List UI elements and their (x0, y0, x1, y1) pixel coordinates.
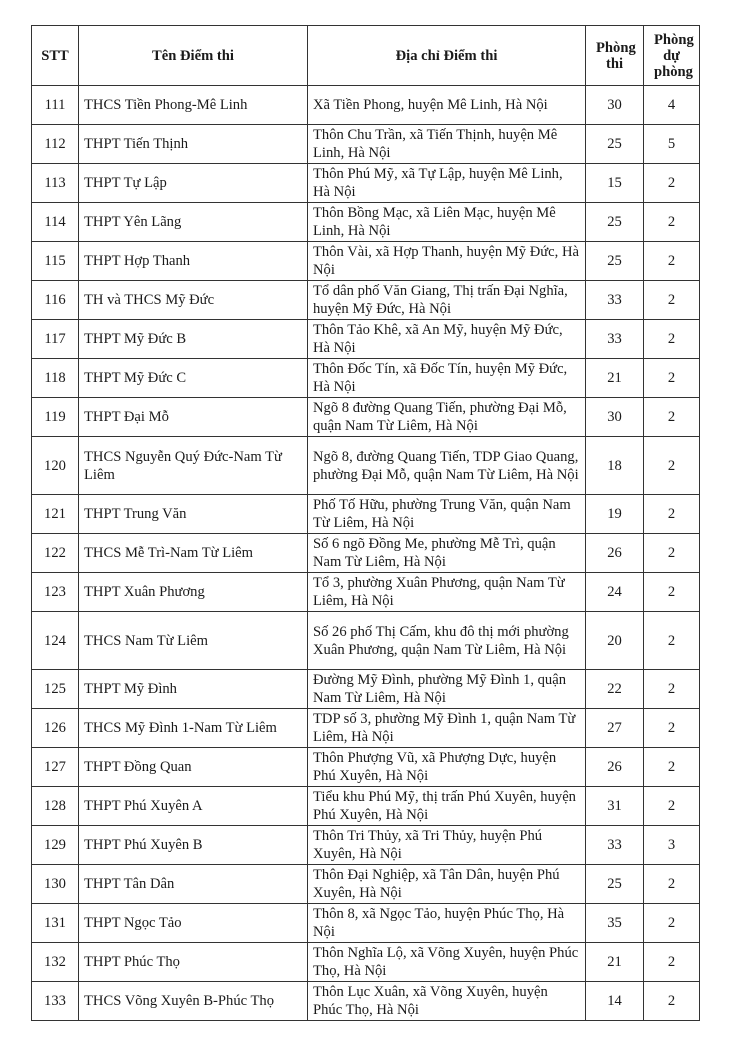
table-row (32, 826, 700, 865)
row-reserve-rooms-cell: 2 (644, 670, 700, 709)
row-site-address-cell: Đường Mỹ Đình, phường Mỹ Đình 1, quận Nam Từ Liêm, Hà Nội (308, 670, 586, 709)
row-site-name-cell: THCS Võng Xuyên B-Phúc Thọ (79, 982, 308, 1021)
row-stt-cell: 128 (32, 787, 79, 826)
table-row (32, 865, 700, 904)
row-reserve-rooms-cell: 2 (644, 787, 700, 826)
table-row (32, 534, 700, 573)
row-stt-cell: 113 (32, 164, 79, 203)
row-exam-rooms-cell: 35 (586, 904, 644, 943)
row-exam-rooms-cell: 27 (586, 709, 644, 748)
table-row (32, 242, 700, 281)
row-site-address-cell: Tổ dân phố Văn Giang, Thị trấn Đại Nghĩa, huyện Mỹ Đức, Hà Nội (308, 281, 586, 320)
row-reserve-rooms-cell: 2 (644, 495, 700, 534)
table-row (32, 359, 700, 398)
table-row (32, 164, 700, 203)
table-row (32, 203, 700, 242)
table-row (32, 437, 700, 495)
row-reserve-rooms-cell: 2 (644, 904, 700, 943)
row-site-address-cell: Thôn Vài, xã Hợp Thanh, huyện Mỹ Đức, Hà Nội (308, 242, 586, 281)
row-exam-rooms-cell: 31 (586, 787, 644, 826)
row-stt-cell: 115 (32, 242, 79, 281)
row-site-address-cell: Số 6 ngõ Đồng Me, phường Mễ Trì, quận Nam Từ Liêm, Hà Nội (308, 534, 586, 573)
row-reserve-rooms-cell: 2 (644, 573, 700, 612)
row-site-address-cell: Số 26 phố Thị Cấm, khu đô thị mới phường Xuân Phương, quận Nam Từ Liêm, Hà Nội (308, 612, 586, 670)
row-stt-cell: 112 (32, 125, 79, 164)
row-stt-cell: 126 (32, 709, 79, 748)
row-reserve-rooms-cell: 2 (644, 437, 700, 495)
row-site-address-cell: Thôn Đốc Tín, xã Đốc Tín, huyện Mỹ Đức, Hà Nội (308, 359, 586, 398)
row-site-name-cell: THCS Mỹ Đình 1-Nam Từ Liêm (79, 709, 308, 748)
row-site-name-cell: THPT Phú Xuyên A (79, 787, 308, 826)
row-site-address-cell: Thôn Đại Nghiệp, xã Tân Dân, huyện Phú Xuyên, Hà Nội (308, 865, 586, 904)
row-site-name-cell: THPT Đại Mỗ (79, 398, 308, 437)
row-stt-cell: 127 (32, 748, 79, 787)
row-stt-cell: 133 (32, 982, 79, 1021)
header-site-name: Tên Điểm thi (79, 26, 308, 86)
row-reserve-rooms-cell: 4 (644, 86, 700, 125)
row-site-address-cell: Thôn Tri Thủy, xã Tri Thủy, huyện Phú Xuyên, Hà Nội (308, 826, 586, 865)
header-reserve-rooms: Phòng dự phòng (644, 26, 700, 86)
row-site-name-cell: THPT Đồng Quan (79, 748, 308, 787)
table-header-row (32, 26, 700, 86)
table-row (32, 320, 700, 359)
row-site-name-cell: THCS Mễ Trì-Nam Từ Liêm (79, 534, 308, 573)
row-stt-cell: 122 (32, 534, 79, 573)
row-reserve-rooms-cell: 2 (644, 398, 700, 437)
header-stt: STT (32, 26, 79, 86)
table-row (32, 398, 700, 437)
row-reserve-rooms-cell: 2 (644, 982, 700, 1021)
header-exam-rooms: Phòng thi (586, 26, 644, 86)
row-exam-rooms-cell: 22 (586, 670, 644, 709)
row-site-address-cell: Thôn Phượng Vũ, xã Phượng Dực, huyện Phú Xuyên, Hà Nội (308, 748, 586, 787)
row-site-name-cell: THPT Tân Dân (79, 865, 308, 904)
row-site-name-cell: THPT Mỹ Đức B (79, 320, 308, 359)
row-site-address-cell: Thôn Phú Mỹ, xã Tự Lập, huyện Mê Linh, Hà Nội (308, 164, 586, 203)
row-site-name-cell: THPT Mỹ Đức C (79, 359, 308, 398)
table-row (32, 125, 700, 164)
row-stt-cell: 111 (32, 86, 79, 125)
row-reserve-rooms-cell: 2 (644, 709, 700, 748)
row-site-name-cell: THPT Xuân Phương (79, 573, 308, 612)
table-row (32, 982, 700, 1021)
row-site-name-cell: THCS Tiền Phong-Mê Linh (79, 86, 308, 125)
row-exam-rooms-cell: 33 (586, 320, 644, 359)
row-stt-cell: 114 (32, 203, 79, 242)
table-row (32, 904, 700, 943)
row-stt-cell: 117 (32, 320, 79, 359)
table-row (32, 709, 700, 748)
row-exam-rooms-cell: 25 (586, 865, 644, 904)
row-reserve-rooms-cell: 2 (644, 359, 700, 398)
row-site-name-cell: THPT Hợp Thanh (79, 242, 308, 281)
row-stt-cell: 131 (32, 904, 79, 943)
row-reserve-rooms-cell: 2 (644, 748, 700, 787)
row-site-address-cell: Xã Tiền Phong, huyện Mê Linh, Hà Nội (308, 86, 586, 125)
exam-sites-table (31, 25, 700, 1021)
row-site-name-cell: THPT Tiến Thịnh (79, 125, 308, 164)
row-reserve-rooms-cell: 2 (644, 203, 700, 242)
row-site-address-cell: Ngõ 8, đường Quang Tiến, TDP Giao Quang, phường Đại Mỗ, quận Nam Từ Liêm, Hà Nội (308, 437, 586, 495)
row-site-name-cell: THPT Mỹ Đình (79, 670, 308, 709)
row-reserve-rooms-cell: 2 (644, 612, 700, 670)
table-row (32, 86, 700, 125)
row-exam-rooms-cell: 14 (586, 982, 644, 1021)
row-site-name-cell: TH và THCS Mỹ Đức (79, 281, 308, 320)
row-stt-cell: 118 (32, 359, 79, 398)
row-site-name-cell: THPT Phúc Thọ (79, 943, 308, 982)
row-exam-rooms-cell: 25 (586, 203, 644, 242)
row-stt-cell: 121 (32, 495, 79, 534)
row-site-address-cell: Thôn Nghĩa Lộ, xã Võng Xuyên, huyện Phúc Thọ, Hà Nội (308, 943, 586, 982)
header-site-address: Địa chỉ Điểm thi (308, 26, 586, 86)
table-row (32, 670, 700, 709)
row-exam-rooms-cell: 18 (586, 437, 644, 495)
row-site-address-cell: Thôn Chu Trần, xã Tiến Thịnh, huyện Mê Linh, Hà Nội (308, 125, 586, 164)
row-stt-cell: 116 (32, 281, 79, 320)
table-row (32, 495, 700, 534)
row-reserve-rooms-cell: 3 (644, 826, 700, 865)
row-exam-rooms-cell: 21 (586, 359, 644, 398)
table-row (32, 943, 700, 982)
row-stt-cell: 124 (32, 612, 79, 670)
row-stt-cell: 130 (32, 865, 79, 904)
row-stt-cell: 120 (32, 437, 79, 495)
table-row (32, 748, 700, 787)
row-exam-rooms-cell: 33 (586, 826, 644, 865)
row-site-name-cell: THPT Tự Lập (79, 164, 308, 203)
row-reserve-rooms-cell: 2 (644, 865, 700, 904)
row-site-address-cell: Ngõ 8 đường Quang Tiến, phường Đại Mỗ, quận Nam Từ Liêm, Hà Nội (308, 398, 586, 437)
row-stt-cell: 132 (32, 943, 79, 982)
row-exam-rooms-cell: 30 (586, 398, 644, 437)
row-exam-rooms-cell: 21 (586, 943, 644, 982)
row-reserve-rooms-cell: 2 (644, 534, 700, 573)
row-exam-rooms-cell: 19 (586, 495, 644, 534)
row-exam-rooms-cell: 30 (586, 86, 644, 125)
table-row (32, 573, 700, 612)
row-exam-rooms-cell: 26 (586, 748, 644, 787)
row-exam-rooms-cell: 26 (586, 534, 644, 573)
row-exam-rooms-cell: 24 (586, 573, 644, 612)
row-site-address-cell: Thôn 8, xã Ngọc Tảo, huyện Phúc Thọ, Hà Nội (308, 904, 586, 943)
row-reserve-rooms-cell: 2 (644, 281, 700, 320)
row-site-name-cell: THCS Nguyễn Quý Đức-Nam Từ Liêm (79, 437, 308, 495)
table-row (32, 612, 700, 670)
row-stt-cell: 129 (32, 826, 79, 865)
row-site-address-cell: TDP số 3, phường Mỹ Đình 1, quận Nam Từ Liêm, Hà Nội (308, 709, 586, 748)
row-site-name-cell: THPT Trung Văn (79, 495, 308, 534)
row-site-address-cell: Tiểu khu Phú Mỹ, thị trấn Phú Xuyên, huyện Phú Xuyên, Hà Nội (308, 787, 586, 826)
row-stt-cell: 125 (32, 670, 79, 709)
row-stt-cell: 123 (32, 573, 79, 612)
row-site-address-cell: Phố Tố Hữu, phường Trung Văn, quận Nam Từ Liêm, Hà Nội (308, 495, 586, 534)
row-stt-cell: 119 (32, 398, 79, 437)
row-site-name-cell: THPT Ngọc Tảo (79, 904, 308, 943)
row-site-name-cell: THCS Nam Từ Liêm (79, 612, 308, 670)
row-exam-rooms-cell: 33 (586, 281, 644, 320)
table-row (32, 787, 700, 826)
row-exam-rooms-cell: 15 (586, 164, 644, 203)
row-reserve-rooms-cell: 2 (644, 242, 700, 281)
row-site-name-cell: THPT Yên Lãng (79, 203, 308, 242)
table-row (32, 281, 700, 320)
row-reserve-rooms-cell: 5 (644, 125, 700, 164)
row-reserve-rooms-cell: 2 (644, 943, 700, 982)
row-site-address-cell: Thôn Bồng Mạc, xã Liên Mạc, huyện Mê Linh, Hà Nội (308, 203, 586, 242)
row-site-name-cell: THPT Phú Xuyên B (79, 826, 308, 865)
row-site-address-cell: Thôn Lục Xuân, xã Võng Xuyên, huyện Phúc Thọ, Hà Nội (308, 982, 586, 1021)
row-site-address-cell: Thôn Tảo Khê, xã An Mỹ, huyện Mỹ Đức, Hà Nội (308, 320, 586, 359)
row-exam-rooms-cell: 25 (586, 242, 644, 281)
row-site-address-cell: Tổ 3, phường Xuân Phương, quận Nam Từ Liêm, Hà Nội (308, 573, 586, 612)
row-reserve-rooms-cell: 2 (644, 320, 700, 359)
row-reserve-rooms-cell: 2 (644, 164, 700, 203)
row-exam-rooms-cell: 20 (586, 612, 644, 670)
table-body (32, 86, 700, 1021)
row-exam-rooms-cell: 25 (586, 125, 644, 164)
